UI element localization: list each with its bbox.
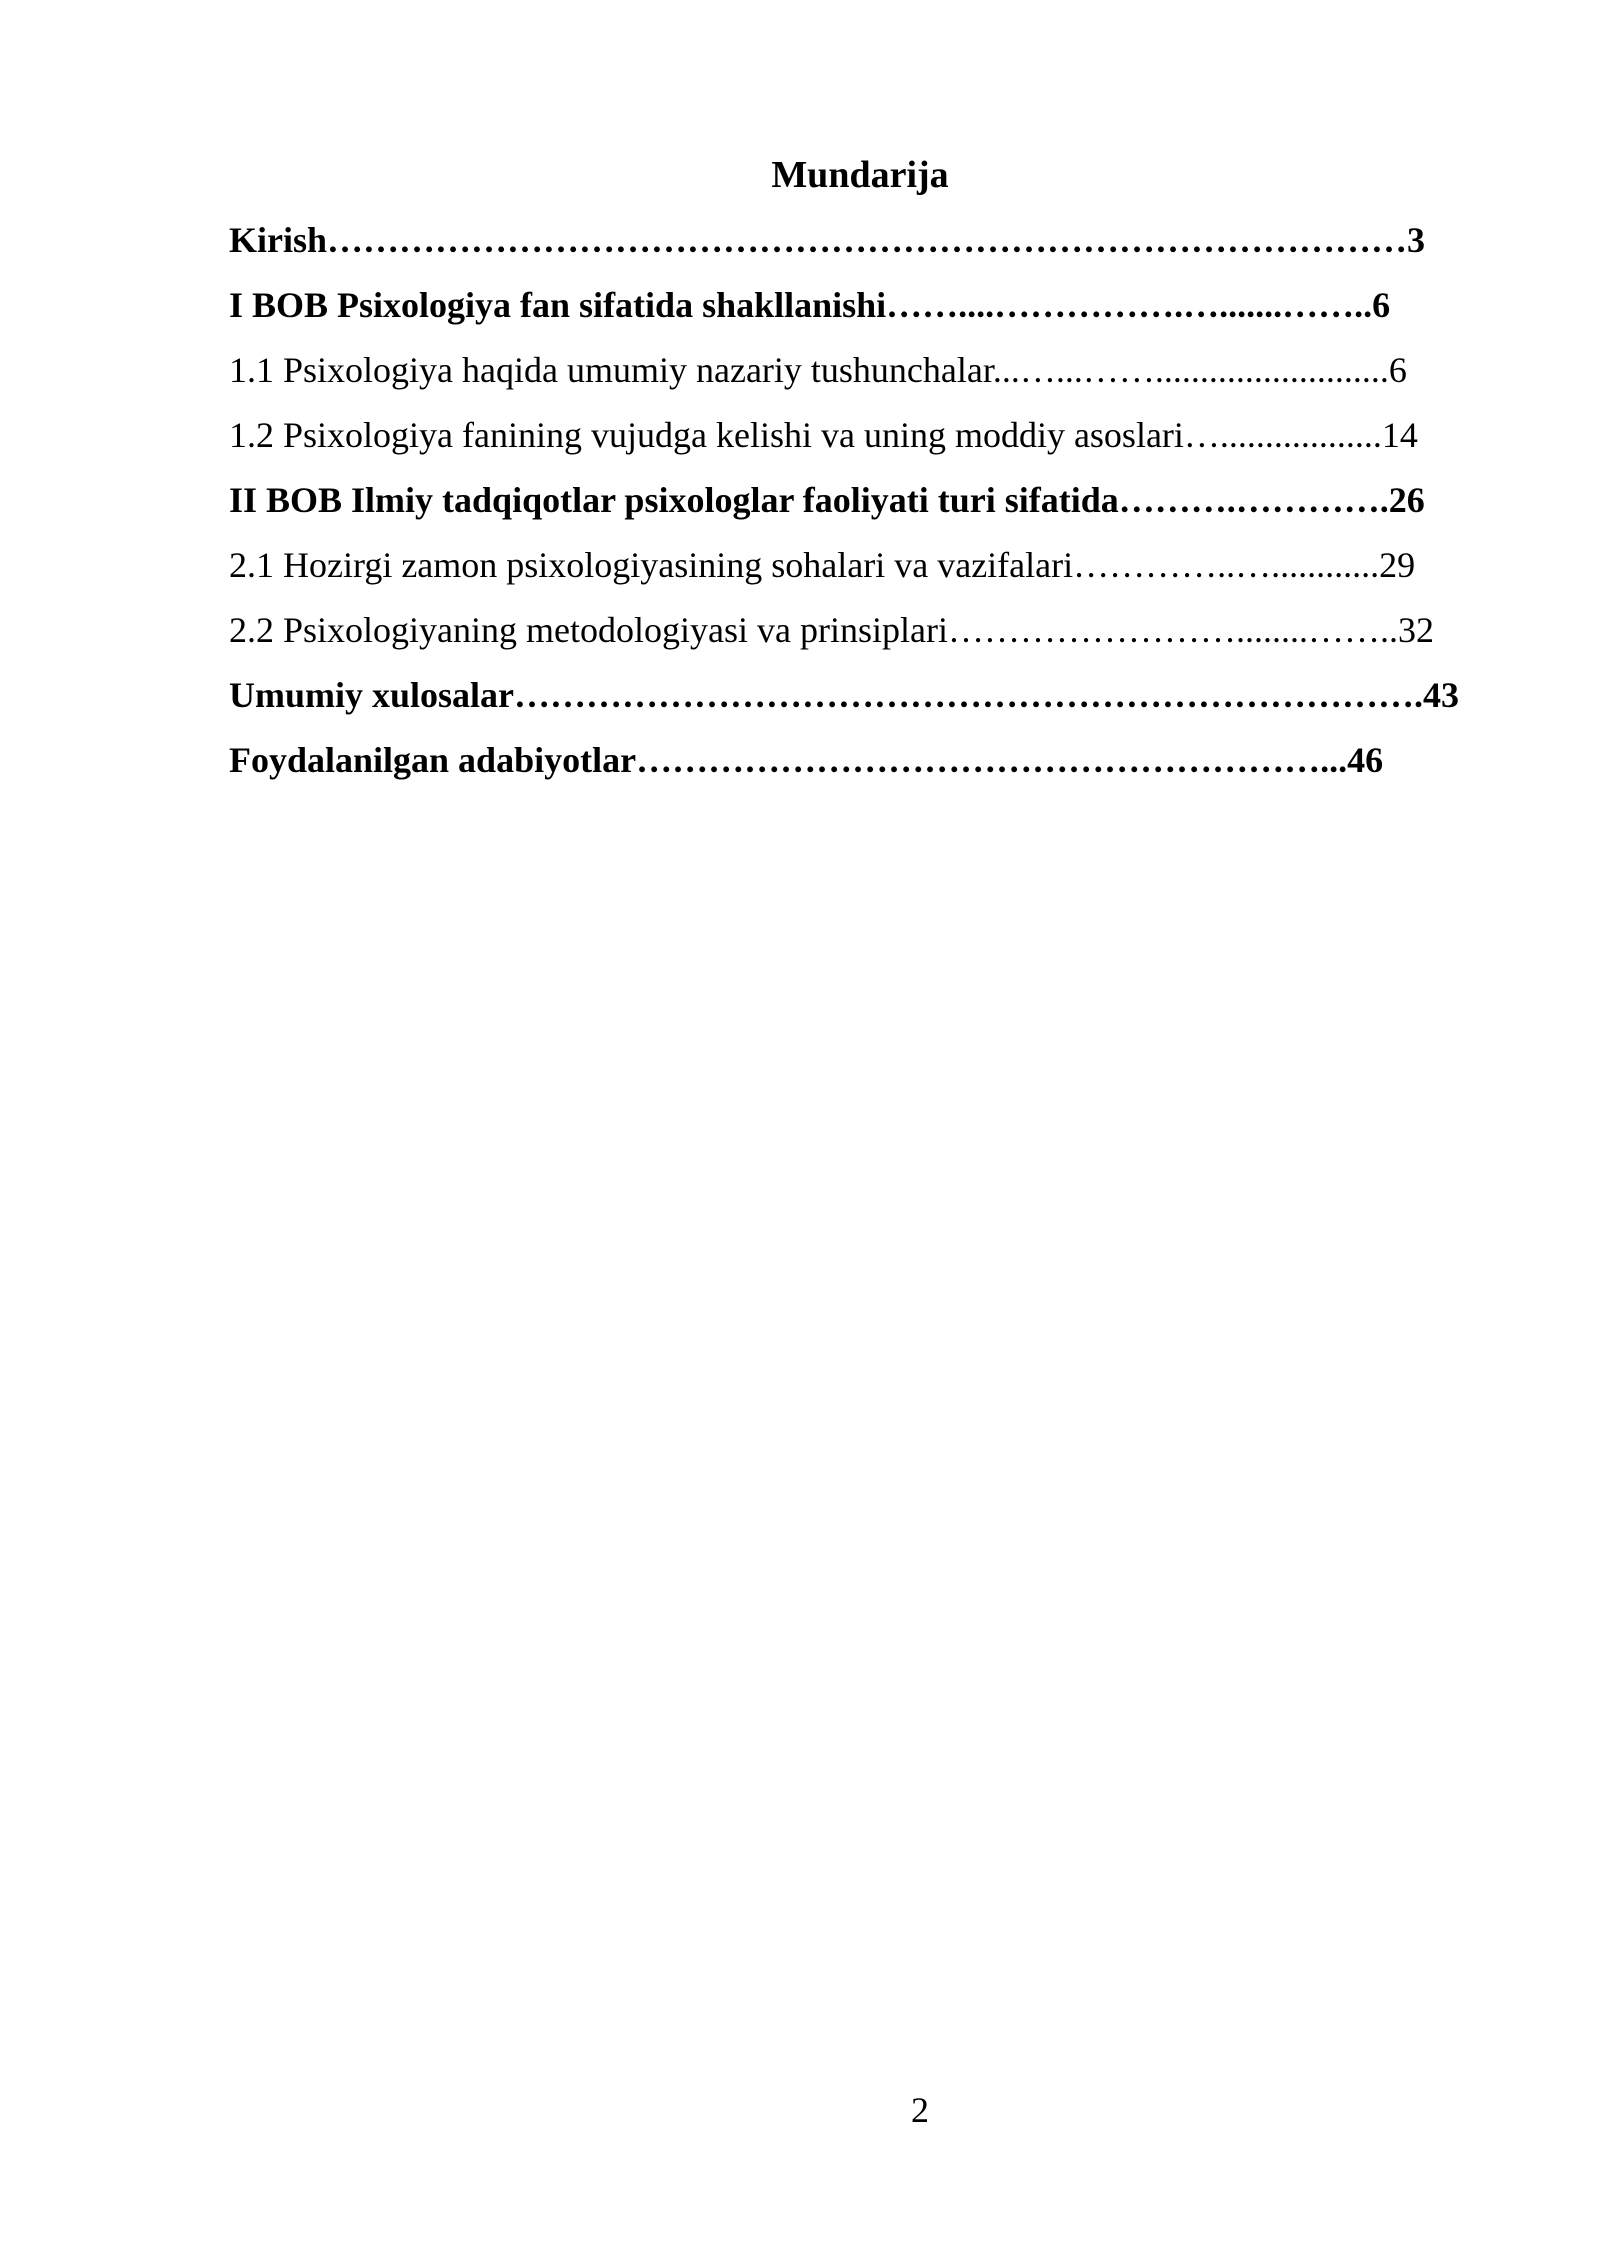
toc-entry-references: Foydalanilgan adabiyotlar…………………………………………………...46: [229, 740, 1384, 780]
page-title: Mundarija: [771, 154, 949, 196]
table-of-contents: [229, 215, 1529, 800]
toc-entry-chapter-1: I BOB Psixologiya fan sifatida shakllanishi……....…………….….......……..6: [229, 285, 1391, 325]
toc-entry-section-1-2: 1.2 Psixologiya fanining vujudga kelishi va uning moddiy asoslari…..................14: [229, 415, 1418, 455]
toc-entry-chapter-2: II BOB Ilmiy tadqiqotlar psixologlar faoliyati turi sifatida……….………….26: [229, 480, 1425, 520]
toc-entry-section-2-1: 2.1 Hozirgi zamon psixologiyasining sohalari va vazifalari…………..…............29: [229, 545, 1416, 585]
page-number: 2: [911, 2090, 929, 2130]
toc-entry-section-2-2: 2.2 Psixologiyaning metodologiyasi va prinsiplari……………………........……..32: [229, 610, 1434, 650]
toc-entry-kirish: Kirish………………………………………………………………………………3: [229, 220, 1426, 260]
toc-entry-conclusions: Umumiy xulosalar………………………………………………………………….43: [229, 675, 1460, 715]
toc-entry-section-1-1: 1.1 Psixologiya haqida umumiy nazariy tushunchalar...…...……..........................6: [229, 350, 1407, 390]
